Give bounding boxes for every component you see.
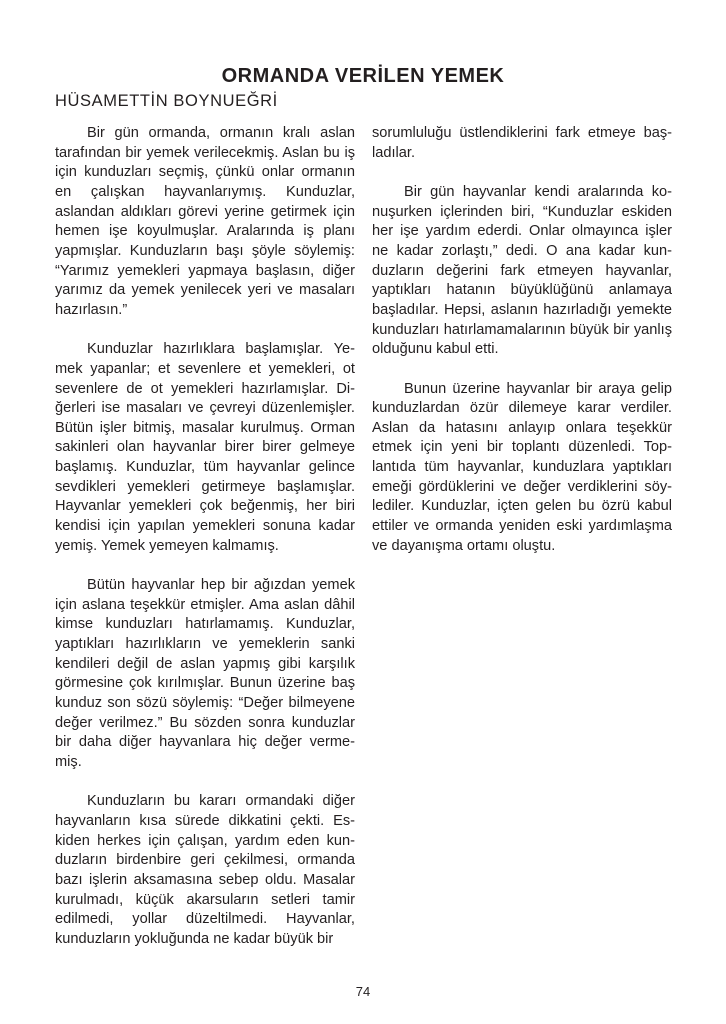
paragraph-continuation: sorumluluğu üstlendiklerini fark etmeye başladılar. — [372, 125, 672, 161]
paragraph: Bunun üzerine hayvanlar bir araya gelip kunduzlardan özür dilemeye karar verdiler. Aslan da hatasını anlayıp onlara teşekkür etmek için yeni bir toplantı düzenledi. Toplantıda tüm hayvanlar, kunduzlara yaptıkları emeği gördüklerini ve değer verdiklerini söylediler. Kunduzlar, içten gelen bu özrü kabul ettiler ve ormanda yeniden eski yardımlaşma ve dayanışma ortamı oluştu. — [372, 380, 672, 554]
page-number: 74 — [355, 984, 371, 999]
right-column — [372, 124, 672, 576]
paragraph: Bir gün hayvanlar kendi aralarında konuşurken içlerinden biri, “Kunduzlar eskiden her işe yardım ederdi. Onlar olmayınca işler ne kadar zorlaştı,” dedi. O ana kadar kunduzların değerini fark etmeyen hayvanlar, yaptıkları hatanın büyüklüğünü anlamaya başladılar. Hepsi, aslanın hazırladığı yemekte kunduzları hatırlamamalarının büyük bir yanlış olduğunu kabul etti. — [372, 183, 672, 358]
story-title: ORMANDA VERİLEN YEMEK — [221, 65, 505, 88]
paragraph: Bir gün ormanda, ormanın kralı aslan tarafından bir yemek verilecekmiş. Aslan bu iş için kunduzları seçmiş, çünkü onlar ormanın en çalışkan hayvanlarıymış. Kunduzlar, aslandan aldıkları görevi yerine getirmek için hemen işe koyulmuşlar. Aralarında iş planı yapmışlar. Kunduzların başı şöyle söylemiş: “Yarımız yemekleri yapmaya başlasın, diğer yarımız da yemek yenilecek yeri ve masaları hazırlasın.” — [55, 125, 355, 318]
author-name: HÜSAMETTİN BOYNUEĞRİ — [55, 92, 278, 110]
left-column — [55, 124, 355, 969]
paragraph: Kunduzlar hazırlıklara başlamışlar. Yemek yapanlar; et sevenlere et yemekleri, ot sevenlere de ot yemekleri hazırlamışlar. Diğerleri ise masaları ve çevreyi düzenlemişler. Bütün işler bitmiş, masalar kurulmuş. Orman sakinleri olan hayvanlar birer birer gelmeye başlamış. Kunduzlar, tüm hayvanlar gelince sevdikleri yemekleri getirmeye başlamışlar. Hayvanlar yemekleri çok beğenmiş, her biri kendisi için yapılan yemekleri sonuna kadar yemiş. Yemek yemeyen kalmamış. — [55, 341, 355, 554]
paragraph: Bütün hayvanlar hep bir ağızdan yemek için aslana teşekkür etmişler. Ama aslan dâhil kimse kunduzları hatırlamamış. Kunduzlar, yaptıkları hazırlıkların ve yemeklerin sanki kendileri değil de aslan yapmış gibi karşılık görmesine çok kırılmışlar. Bunun üzerine baş kunduz son sözü söylemiş: “Değer bilmeyene değer verilmez.” Bu sözden sonra kunduzlar bir daha diğer hayvanlara hiç değer vermemiş. — [55, 577, 355, 770]
paragraph: Kunduzların bu kararı ormandaki diğer hayvanların kısa sürede dikkatini çekti. Eskiden herkes için çalışan, yardım eden kunduzların birdenbire geri çekilmesi, ormanda bazı işlerin aksamasına sebep oldu. Masalar kurulmadı, küçük akarsuların setleri tamir edilmedi, yollar düzeltilmedi. Hayvanlar, kunduzların yokluğunda ne kadar büyük bir — [55, 793, 355, 947]
